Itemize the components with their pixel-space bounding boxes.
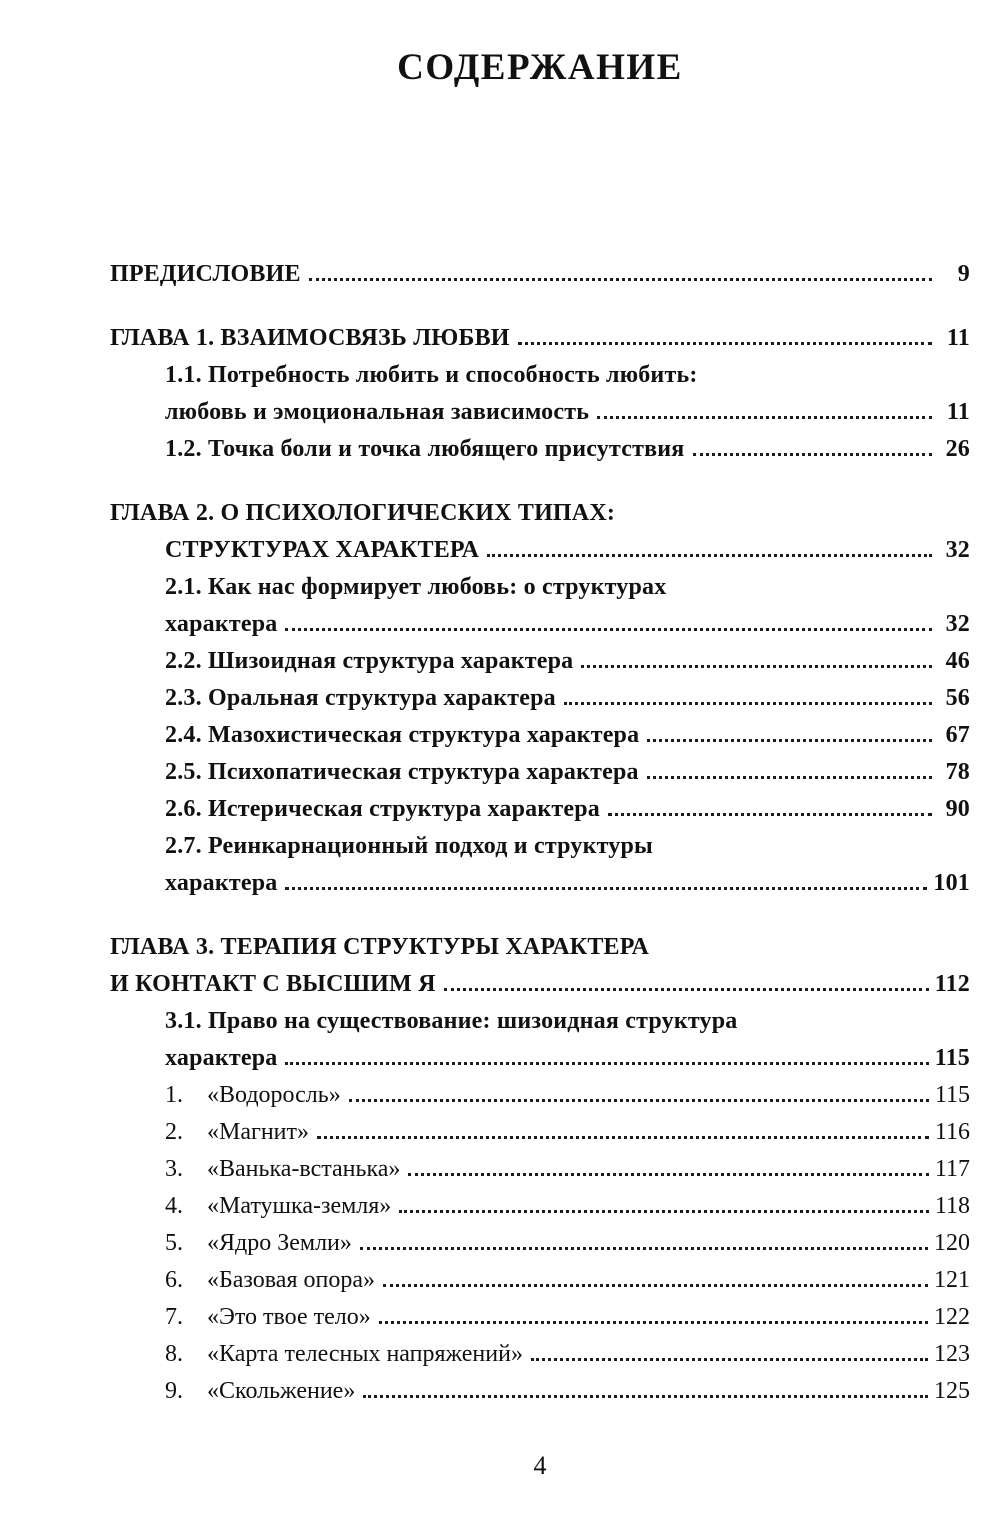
dot-leader	[647, 739, 932, 742]
dot-leader	[487, 554, 932, 557]
toc-entry-label: «Ядро Земли»	[207, 1230, 352, 1257]
toc-item-number: 9.	[165, 1378, 183, 1405]
toc-entry-row	[110, 1040, 970, 1077]
toc-item-number: 8.	[165, 1341, 183, 1368]
toc-entry	[110, 1188, 970, 1225]
toc-page-number: 115	[934, 1082, 970, 1109]
toc-entry-row	[110, 320, 970, 357]
toc-entry-label: ГЛАВА 1. ВЗАИМОСВЯЗЬ ЛЮБВИ	[110, 325, 510, 352]
toc-entry	[110, 1077, 970, 1114]
toc-entry-label: 1.2. Точка боли и точка любящего присутствия	[165, 436, 685, 463]
toc-page-number: 11	[946, 399, 970, 426]
toc-entry-label: 2.5. Психопатическая структура характера	[165, 759, 639, 786]
toc-item-number: 5.	[165, 1230, 183, 1257]
toc-page-number: 78	[945, 759, 970, 786]
folio-page-number: 4	[533, 1450, 547, 1480]
toc-entry-label: «Базовая опора»	[207, 1267, 375, 1294]
toc-page-number: 90	[945, 796, 970, 823]
toc-entry-label: 2.6. Истерическая структура характера	[165, 796, 600, 823]
toc-item-number: 2.	[165, 1119, 183, 1146]
toc-entry	[110, 431, 970, 468]
toc-entry-label: «Водоросль»	[207, 1082, 341, 1109]
toc-entry-line: ГЛАВА 2. О ПСИХОЛОГИЧЕСКИХ ТИПАХ:	[110, 500, 616, 527]
toc-entry-row	[110, 1077, 970, 1114]
toc-page-number: 46	[945, 648, 970, 675]
toc-page-number: 117	[934, 1156, 970, 1183]
toc-entry	[110, 1336, 970, 1373]
toc-page-number: 122	[934, 1304, 970, 1331]
toc-entry	[110, 569, 970, 643]
toc-entry-line: 1.1. Потребность любить и способность любить:	[165, 362, 698, 389]
toc-entry-row	[110, 1225, 970, 1262]
toc-page-number: 123	[934, 1341, 970, 1368]
toc-page-number: 32	[945, 537, 970, 564]
toc-item-number: 6.	[165, 1267, 183, 1294]
toc-entry-line: 2.7. Реинкарнационный подход и структуры	[165, 833, 653, 860]
toc-item-number: 7.	[165, 1304, 183, 1331]
toc-entry-row	[110, 754, 970, 791]
toc-page-number: 118	[934, 1193, 970, 1220]
toc-entry-line: 3.1. Право на существование: шизоидная структура	[165, 1008, 738, 1035]
toc-entry	[110, 1114, 970, 1151]
toc-entry	[110, 754, 970, 791]
toc-entry	[110, 357, 970, 431]
toc-entry-label: «Это твое тело»	[207, 1304, 371, 1331]
toc-entry-label: «Матушка-земля»	[207, 1193, 392, 1220]
toc-entry-label: «Магнит»	[207, 1119, 310, 1146]
toc-page-number: 115	[934, 1045, 970, 1072]
dot-leader	[383, 1284, 928, 1287]
toc-entry-row	[110, 394, 970, 431]
dot-leader	[581, 665, 932, 668]
toc-page-number: 121	[934, 1267, 970, 1294]
dot-leader	[285, 628, 932, 631]
toc-entry-row	[110, 865, 970, 902]
toc-entry-row	[110, 532, 970, 569]
toc-entry-label: характера	[165, 870, 278, 897]
toc-page-number: 116	[934, 1119, 970, 1146]
dot-leader	[518, 342, 932, 345]
toc-entry-label: 2.4. Мазохистическая структура характера	[165, 722, 640, 749]
dot-leader	[564, 702, 932, 705]
toc-entry-row	[110, 1188, 970, 1225]
toc-entry-row	[110, 1336, 970, 1373]
toc-page-number: 26	[945, 436, 970, 463]
toc-entry	[110, 1299, 970, 1336]
dot-leader	[399, 1210, 929, 1213]
toc-entry-label: ПРЕДИСЛОВИЕ	[110, 261, 301, 288]
dot-leader	[444, 988, 929, 991]
toc-item-number: 3.	[165, 1156, 183, 1183]
toc-entry	[110, 1151, 970, 1188]
dot-leader	[531, 1358, 928, 1361]
toc-page-number: 112	[934, 971, 970, 998]
dot-leader	[309, 278, 932, 281]
dot-leader	[349, 1099, 929, 1102]
toc-entry-row	[110, 791, 970, 828]
toc-entry-row	[110, 606, 970, 643]
toc-entry-label: любовь и эмоциональная зависимость	[165, 399, 590, 426]
toc-item-number: 1.	[165, 1082, 183, 1109]
toc-entry-line: ГЛАВА 3. ТЕРАПИЯ СТРУКТУРЫ ХАРАКТЕРА	[110, 934, 650, 961]
table-of-contents	[110, 256, 970, 1410]
toc-entry-label: 2.3. Оральная структура характера	[165, 685, 556, 712]
toc-page-number: 11	[946, 325, 970, 352]
dot-leader	[693, 453, 933, 456]
dot-leader	[597, 416, 932, 419]
toc-entry	[110, 1003, 970, 1077]
dot-leader	[647, 776, 932, 779]
toc-entry	[110, 320, 970, 357]
toc-entry-row	[110, 643, 970, 680]
dot-leader	[360, 1247, 928, 1250]
toc-page-number: 67	[945, 722, 970, 749]
toc-entry-row	[110, 717, 970, 754]
toc-entry-label: «Карта телесных напряжений»	[207, 1341, 523, 1368]
toc-entry-label: «Скольжение»	[207, 1378, 356, 1405]
toc-entry-label: характера	[165, 1045, 278, 1072]
dot-leader	[363, 1395, 928, 1398]
toc-entry	[110, 1225, 970, 1262]
toc-entry	[110, 1373, 970, 1410]
toc-page-number: 32	[945, 611, 970, 638]
toc-entry	[110, 791, 970, 828]
toc-entry-line: 2.1. Как нас формирует любовь: о структурах	[165, 574, 667, 601]
dot-leader	[379, 1321, 928, 1324]
toc-entry-row	[110, 1114, 970, 1151]
toc-page-number: 101	[933, 870, 970, 897]
dot-leader	[408, 1173, 928, 1176]
toc-entry	[110, 717, 970, 754]
dot-leader	[285, 887, 927, 890]
toc-page-number: 56	[945, 685, 970, 712]
toc-item-number: 4.	[165, 1193, 183, 1220]
toc-entry-row	[110, 1299, 970, 1336]
toc-entry	[110, 643, 970, 680]
toc-entry-row	[110, 680, 970, 717]
toc-entry	[110, 828, 970, 902]
toc-entry-row	[110, 966, 970, 1003]
toc-entry-row	[110, 1262, 970, 1299]
toc-entry-label: «Ванька-встанька»	[207, 1156, 401, 1183]
toc-entry	[110, 680, 970, 717]
toc-entry	[110, 256, 970, 293]
dot-leader	[608, 813, 932, 816]
toc-entry-row	[110, 1373, 970, 1410]
toc-entry-row	[110, 431, 970, 468]
toc-entry-row	[110, 256, 970, 293]
toc-entry	[110, 1262, 970, 1299]
toc-entry-label: СТРУКТУРАХ ХАРАКТЕРА	[165, 537, 480, 564]
dot-leader	[317, 1136, 929, 1139]
dot-leader	[285, 1062, 928, 1065]
toc-page-number: 9	[957, 261, 970, 288]
toc-entry-row	[110, 1151, 970, 1188]
toc-page-number: 120	[934, 1230, 970, 1257]
toc-entry	[110, 929, 970, 1003]
toc-entry-label: характера	[165, 611, 278, 638]
page-title: СОДЕРЖАНИЕ	[397, 47, 683, 88]
toc-entry-label: 2.2. Шизоидная структура характера	[165, 648, 574, 675]
toc-entry-label: И КОНТАКТ С ВЫСШИМ Я	[110, 971, 436, 998]
toc-entry	[110, 495, 970, 569]
toc-page-number: 125	[934, 1378, 970, 1405]
